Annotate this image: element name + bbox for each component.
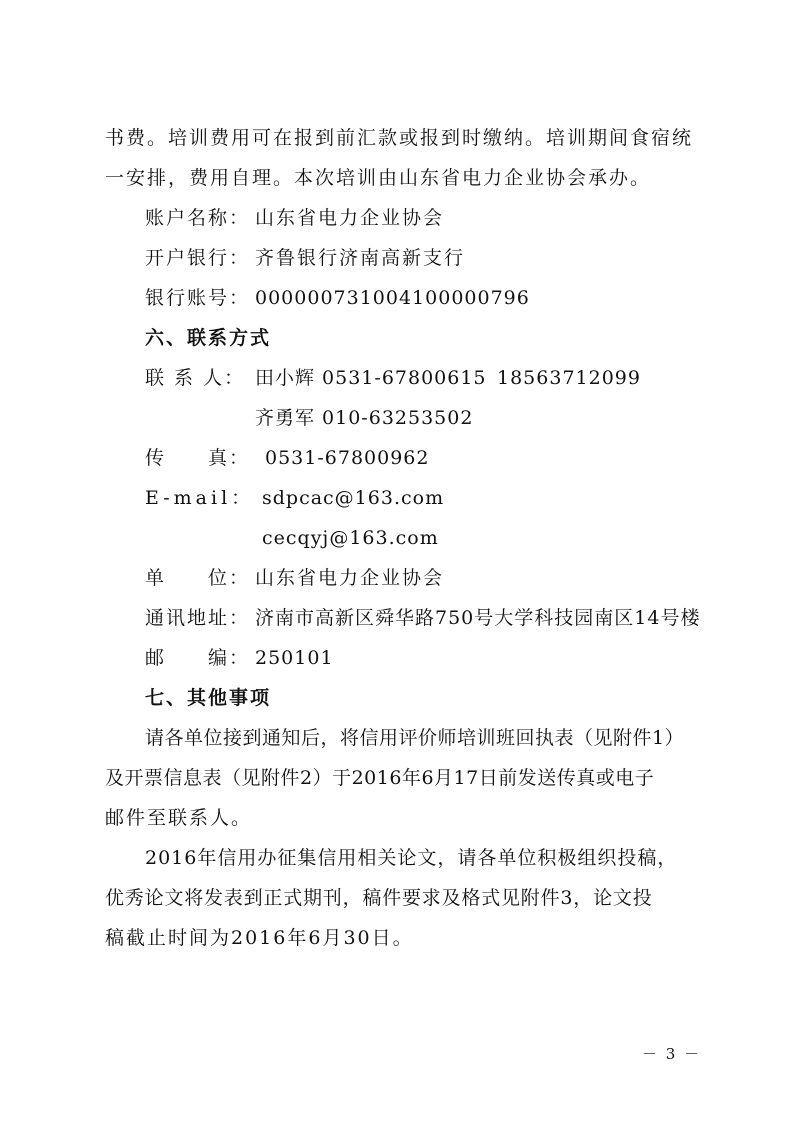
- address-label: 通讯地址：: [145, 607, 251, 629]
- other-p1-line-3: 邮件至联系人。: [105, 807, 253, 829]
- address-value: 济南市高新区舜华路750号大学科技园南区14号楼: [255, 607, 701, 629]
- account-name-value: 山东省电力企业协会: [255, 207, 445, 229]
- bank-name-label: 开户银行：: [145, 247, 251, 269]
- unit-label: 单 位：: [145, 567, 251, 589]
- postcode-label: 邮 编：: [145, 647, 251, 669]
- other-p2-line-1: 2016年信用办征集信用相关论文，请各单位积极组织投稿，: [145, 847, 678, 869]
- account-name-label: 账户名称：: [145, 207, 251, 229]
- account-number-label: 银行账号：: [145, 287, 251, 309]
- other-p1-line-1: 请各单位接到通知后，将信用评价师培训班回执表（见附件1）: [145, 727, 685, 749]
- intro-line-1: 书费。培训费用可在报到前汇款或报到时缴纳。培训期间食宿统: [105, 127, 694, 149]
- other-p2-line-3: 稿截止时间为2016年6月30日。: [105, 927, 414, 949]
- email-value-2: cecqyj@163.com: [262, 527, 439, 549]
- unit-value: 山东省电力企业协会: [255, 567, 445, 589]
- bank-name-value: 齐鲁银行济南高新支行: [255, 247, 466, 269]
- fax-value: 0531-67800962: [265, 447, 430, 469]
- account-number-value: 000000731004100000796: [255, 287, 530, 309]
- email-label: E-mail：: [145, 487, 255, 509]
- other-matters-heading: 七、其他事项: [145, 687, 272, 709]
- contact-person-1-mobile: 18563712099: [497, 367, 641, 389]
- contact-person-label: 联 系 人：: [145, 367, 246, 389]
- other-p2-line-2: 优秀论文将发表到正式期刊，稿件要求及格式见附件3，论文投: [105, 887, 653, 909]
- intro-line-2: 一安排，费用自理。本次培训由山东省电力企业协会承办。: [105, 167, 652, 189]
- contact-person-1: 田小辉 0531-67800615: [255, 367, 487, 389]
- page-number: － 3 －: [642, 1045, 702, 1063]
- other-p1-line-2: 及开票信息表（见附件2）于2016年6月17日前发送传真或电子: [105, 767, 655, 789]
- contact-heading: 六、联系方式: [145, 327, 272, 349]
- email-value-1: sdpcac@163.com: [262, 487, 445, 509]
- contact-person-2: 齐勇军 010-63253502: [255, 407, 474, 429]
- postcode-value: 250101: [255, 647, 334, 669]
- fax-label: 传 真：: [145, 447, 251, 469]
